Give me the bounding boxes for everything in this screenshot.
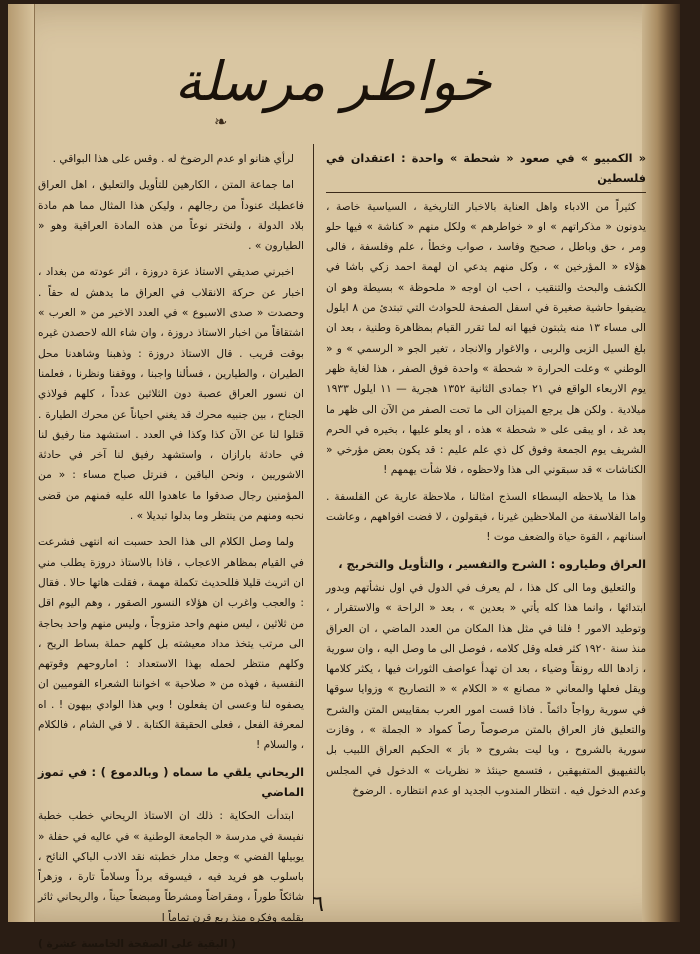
paragraph: اخبرني صديقي الاستاذ عزة دروزة ، اثر عودته من بغداد ، اخبار عن حركة الانقلاب في العراق ما يدهش له حقاً . وحصدت « صدى الاسبوع » في العدد الاخير من « العرب » اشتقاقاً من اخبار الاستاذ دروزة ، وان شاء الله لاحصدن غيره بوقت قريب . قال الاستاذ دروزة : وذهبنا وشاهدنا محل الطيران ، والطيارين ، فسألنا واجبنا ، ووقفنا ونظرنا ، فعلمنا ان نسور العراق عصبة دون الثلاثين عدداً ، كلهم فولاذي الجناح ، بين جنبيه محرك قد يغني احياناً عن محرك الطيارة . قتلوا لنا عن الآن كذا وكذا في العدد . استشهد منا رفيق لنا في حادثة بارازان ، واستشهد رفيق لنا آخر في حادثة الاشوريين ، ونحن الباقين ، فنرتل صباح مساء : « من المؤمنين رجال صدقوا ما عاهدوا الله عليه فمنهم من قضى نحبه ومنهم من ينتظر وما بدلوا تبديلا » . [38,266,304,523]
paragraph: كثيراً من الادباء واهل العناية بالاخبار التاريخية ، السياسية خاصة ، يدونون « مذكراتهم » او « خواطرهم » ولكل منهم « كناشة » فيها حلو ومر ، حق وباطل ، صحيح وفاسد ، صواب وخطأ ، علم وفلسفة ، فالى هؤلاء « المؤرخين » ، وكل منهم يدعي ان لهمة احمد زكي باشا في الكشف والبحث والتنقيب ، احب ان اوجه « ملحوظة » بسيطة وهو ان يضيفوا حاشية صغيرة في اسفل الصفحة للحوادث التي تبتدئ من ٨ ايلول الى مساء ١٣ منه يثبتون فيها انه لما تقرر القيام بمظاهرة وطنية ، بعد ان بلغ السيل الزبى والربى ، والاغوار والانجاد ، تغير الجو « الرسمي » و « الوطني » وعلت الحرارة « شحطة » واحدة فوق الصفر ، هذا لغاية ظهر يوم الاربعاء الواقع في ٢١ جمادى الثانية ١٣٥٢ هجرية — ١١ ايلول ١٩٣٣ ميلادية . ولكن هل يرجع الميزان الى ما تحت الصفر من الآن الى ظهر ما بعد غد ، او يبقى على « شحطة » هذه ، او يعلو عليها ، بخيره في الحرم الشريف يوم الجمعة وفوق كل ذي علم عليم : قد يكون بعض مؤرخي « الكناشات » قد سبقوني الى هذا ولاحظوه ، فلا شأت يهمهم ! [326,200,647,477]
masthead [158,42,508,134]
paragraph: لرأي هنانو او عدم الرضوخ له . وقس على هذا البواقي . [52,153,294,165]
masthead-title: خواطر مرسلة [174,50,492,113]
column-divider [313,144,314,904]
paragraph: ابتدأت الحكاية : ذلك ان الاستاذ الريحاني خطب خطبة نفيسة في مدرسة « الجامعة الوطنية » في عاليه في حفلة « يوبيلها الفضي » وجعل مدار خطبته نقد الادب الباكي النائح ، باسلوب هو فريد فيه ، فيسوقه برداً وسلاماً تارة ، وزهراً شائكاً طوراً ، ومقراضاً ومشرطاً ومبضعاً حيناً ، والريحاني ثائر بقلمه وفكره منذ ربع قرن تماماً ا [38,810,304,924]
continued-note: ( البقية على الصفحة الخامسة عشرة ) [38,937,236,950]
right-column [326,149,646,807]
document-page [8,4,680,950]
page-number: ٦ [312,892,324,917]
paragraph: اما جماعة المتن ، الكارهين للتأويل والتعليق ، اهل العراق فاعطيك عنوداً من رجالهم ، وليكن هذا المثال مما هم مادة بلاد الدولة ، ولنختر نوعاً من هذه المادة العراقية وهو « الطيارون » . [38,179,304,253]
left-column [38,149,304,954]
section-title: العراق وطياروه : الشرح والتفسير ، والتأويل والتخريج ، [338,556,646,571]
ornament-icon: ❧ [214,112,228,131]
section-title: الريحاني يلقي ما سماه ( وبالدموع ) : في تموز الماضي [38,764,304,799]
book-spine [642,4,680,922]
paragraph: هذا ما يلاحظه البسطاء السذج امثالنا ، ملاحظة عارية عن الفلسفة . واما الفلاسفة من الملاحظين غيرنا ، فيقولون ، لا فضت افواههم ، وعاشت اسنانهم ، القوة حياة والضعف موت ! [326,490,646,544]
paragraph: ولما وصل الكلام الى هذا الحد حسبت انه انتهى فشرعت في القيام بمظاهر الاعجاب ، فاذا بالاستاذ دروزة يطلب مني ان اتريث قليلا فللحديث تكملة مهمة ، فقلت هاتها حالا . فقال : والعجب واغرب ان هؤلاء النسور الصقور ، وهم اليوم اقل من ثلاثين ، ليس منهم واحد متزوجاً ، وليس منهم واحد بحاجة الى مرتب يتخذ مداد معيشته بل كلهم حملة بساط الريح ، وكلهم منتظر لحمله بهذا الاستعداد : اماروحهم وقوتهم النفسية ، فهذه من « صلاحية » اخواننا الشعراء الفوميين ان يصفوه لنا وعسى ان يفعلون ! وبي هذا الوادي بيهون ! . اه لمعرفة الفعل ، فعلى الحقيقة الكتابة . لا في الشام ، فالكلام ، والسلام ! [38,536,304,752]
paragraph: والتعليق وما الى كل هذا ، لم يعرف في الدول في اول نشأتهم وبدور ابتدائها ، وانما هذا كله يأتي « بعدين » ، بعد « الراحة » والاستقرار ، وتوطيد الامور ! فلنا في مثل هذا المكان من العدد الماضي ، ان العراق منذ سنة ١٩٢٠ كثر فعله وقل كلامه ، فوصل الى ما وصل اليه ، وان سورية ، زادها الله رونقاً وضياء ، بعد ان تهدأ عواصف الثورات فيها ، يكثر كلامها ويقل فعلها والمعاني « مصانع » « الكلام » « التصاريح » وزوايا سوقها في سورية رواجاً دائماً . فاذا قست امور العرب بمقاييس المتن والشرح والتعليق فاز العراق بالمتن مرصوصاً رصاً كمواد « الجملة » ، وفازت سورية بالشروح ، ويا ليت بشروح « باز » الحكيم العراق اللبيب بل بالتفيهيق المتفيهقين ، فتسمع حينئذ « نظريات » الدخول في المجلس وعدم الدخول فيه . انتظار المندوب الجديد او عدم انتظاره . الرضوخ [326,581,647,797]
binding-left-edge [8,4,35,922]
right-column-heading: « الكمبيو » في صعود « شحطة » واحدة : اعتقدان في فلسطين [326,149,646,193]
